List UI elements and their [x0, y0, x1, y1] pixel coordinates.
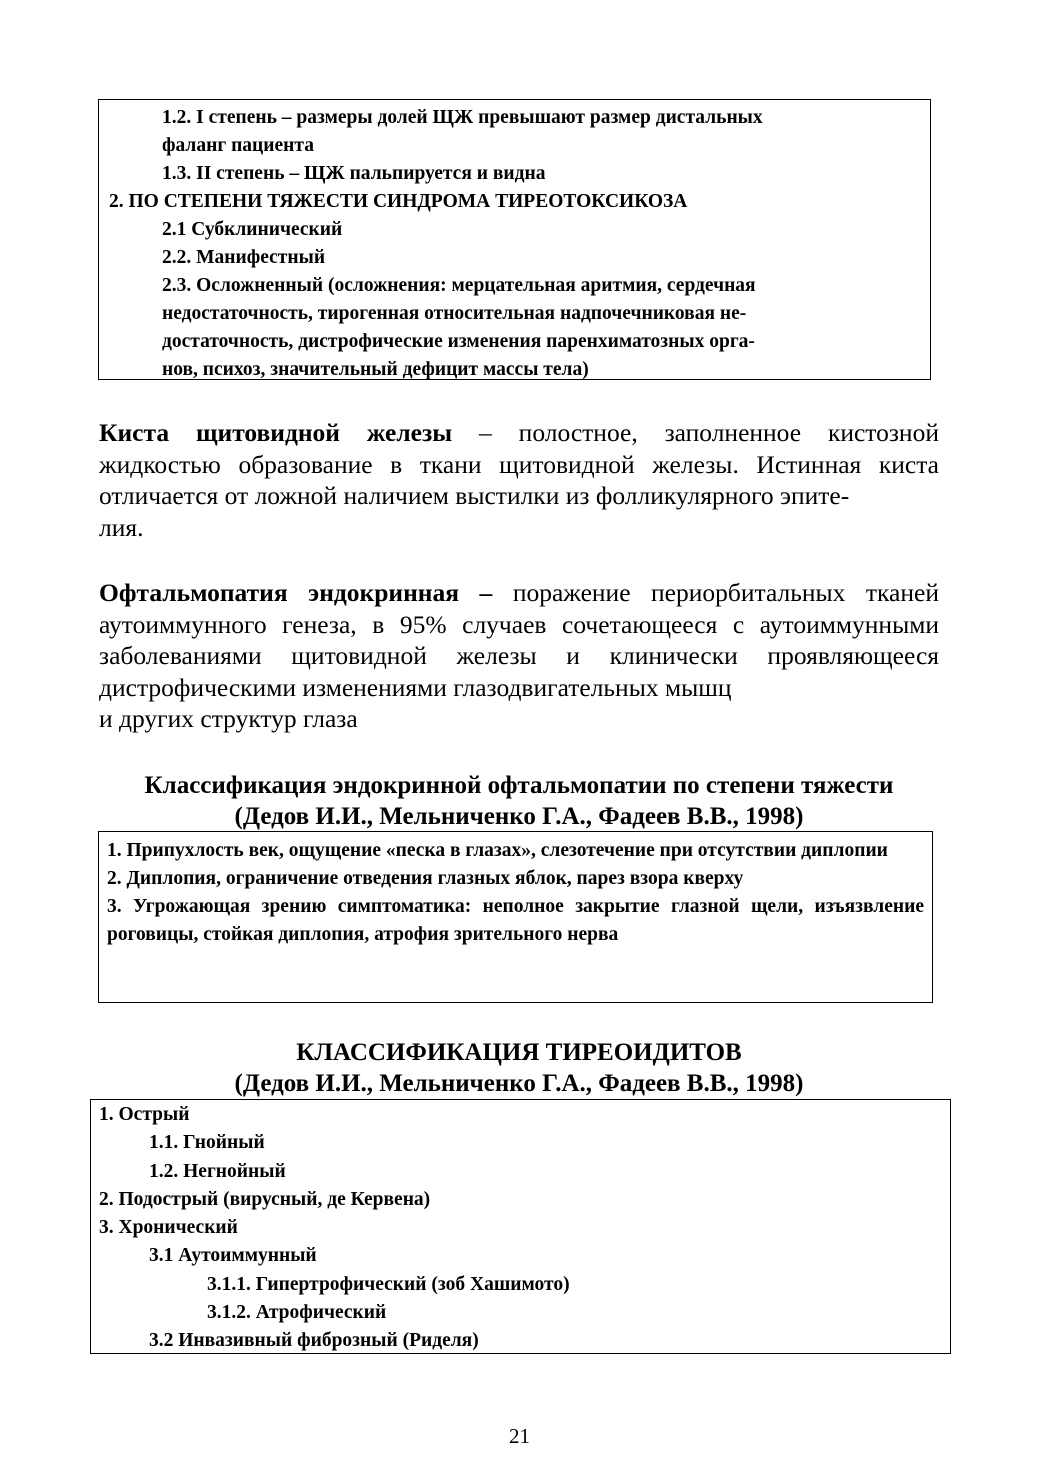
thyrotoxicosis-classification-box — [98, 99, 931, 380]
definition-text: поражение периорбитальных тканей аутоиммунного генеза, в 95% случаев сочетающееся с аутоиммунными заболеваниями щитовидной железы и клинически проявляющееся дистрофическими изменениями глазодвигательных мышц — [99, 578, 939, 702]
classification-line: 3.1.2. Атрофический — [207, 1302, 387, 1324]
page-number: 21 — [509, 1424, 530, 1448]
classification-line: 2.3. Осложненный (осложнения: мерцательная аритмия, сердечная — [162, 275, 756, 296]
classification-line: 3.2 Инвазивный фиброзный (Риделя) — [149, 1330, 479, 1352]
heading-source: (Дедов И.И., Мельниченко Г.А., Фадеев В.В., 1998) — [234, 803, 804, 830]
classification-line: недостаточность, тирогенная относительная надпочечниковая не- — [162, 303, 747, 324]
list-item: 2. Диплопия, ограничение отведения глазных яблок, парез взора кверху — [107, 868, 744, 889]
heading-title: КЛАССИФИКАЦИЯ ТИРЕОИДИТОВ — [296, 1039, 742, 1066]
classification-line: фаланг пациента — [162, 135, 314, 156]
classification-line: 1.2. Негнойный — [149, 1160, 286, 1182]
definition-term: Киста щитовидной железы — [99, 418, 453, 447]
classification-line: 2.2. Манифестный — [162, 247, 326, 268]
classification-line: 3.1.1. Гипертрофический (зоб Хашимото) — [207, 1273, 570, 1295]
thyroid-cyst-definition — [99, 417, 939, 543]
classification-line: 1.1. Гнойный — [149, 1132, 265, 1154]
heading-source: (Дедов И.И., Мельниченко Г.А., Фадеев В.В., 1998) — [234, 1070, 804, 1097]
definition-text: – полостное, заполненное кистозной жидкостью образование в ткани щитовидной железы. Истинная киста отличается от ложной наличием выстилки из фолликулярного эпите- — [99, 418, 939, 510]
definition-last-line: лия. — [99, 512, 144, 542]
classification-line: 3.1 Аутоиммунный — [149, 1245, 317, 1267]
ophthalmopathy-classification-box — [98, 831, 933, 1003]
classification-line: 1.3. II степень – ЩЖ пальпируется и видна — [162, 163, 546, 184]
classification-line: нов, психоз, значительный дефицит массы тела) — [162, 359, 589, 380]
classification-line: 1. Острый — [99, 1104, 190, 1125]
classification-line: 3. Хронический — [99, 1217, 238, 1239]
list-item: 1. Припухлость век, ощущение «песка в глазах», слезотечение при отсутствии диплопии — [107, 840, 888, 861]
heading-title: Классификация эндокринной офтальмопатии по степени тяжести — [144, 772, 894, 799]
ophthalmopathy-definition — [99, 577, 939, 735]
list-item: 3. Угрожающая зрению симптоматика: неполное закрытие глазной щели, изъязвление роговицы, стойкая диплопия, атрофия зрительного нерва — [107, 896, 924, 945]
classification-line: достаточность, дистрофические изменения паренхиматозных орга- — [162, 331, 755, 352]
classification-line: 2.1 Субклинический — [162, 219, 343, 240]
ophthalmopathy-classification-heading — [99, 770, 939, 832]
classification-line: 1.2. I степень – размеры долей ЩЖ превышают размер дистальных — [162, 107, 763, 128]
definition-term: Офтальмопатия эндокринная – — [99, 578, 493, 607]
thyroiditis-classification-box — [90, 1099, 951, 1354]
classification-line: 2. ПО СТЕПЕНИ ТЯЖЕСТИ СИНДРОМА ТИРЕОТОКСИКОЗА — [109, 191, 688, 212]
thyroiditis-classification-heading — [99, 1037, 939, 1099]
definition-last-line: и других структур глаза — [99, 704, 358, 733]
classification-line: 2. Подострый (вирусный, де Кервена) — [99, 1188, 431, 1210]
